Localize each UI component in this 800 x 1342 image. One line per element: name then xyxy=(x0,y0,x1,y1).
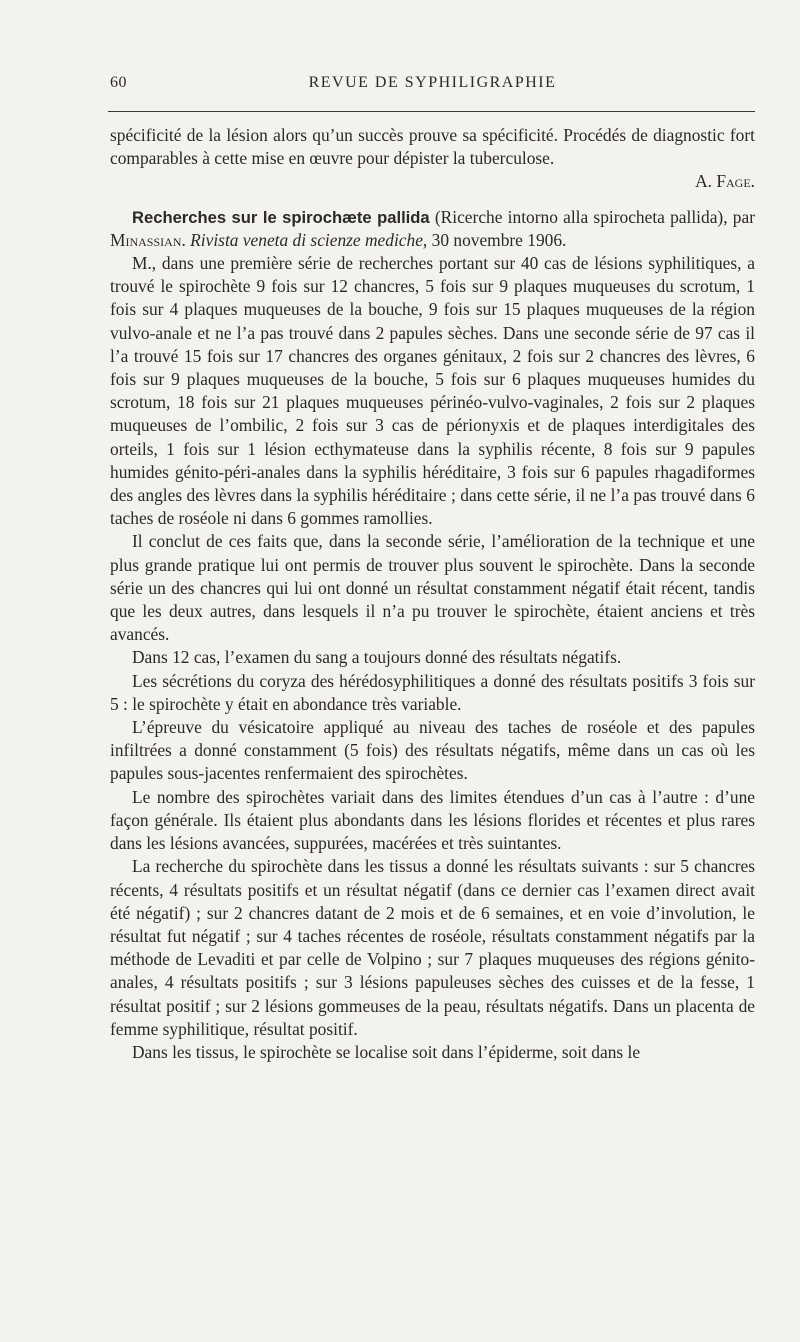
publication-date: 30 novembre 1906. xyxy=(427,229,567,250)
article-author: Minassian xyxy=(110,229,182,250)
paragraph: Il conclut de ces faits que, dans la seconde série, l’amélioration de la technique et une plus grande pratique lui ont permis de trouver plus souvent le spirochète. Dans la seconde série un des chancres qui lui ont donné un résultat constamment négatif était récent, tandis que les deux autres, dans lesquels il n’a pu trouver le spirochète, étaient anciens et très avancés. xyxy=(110,531,755,645)
paragraph: Dans 12 cas, l’examen du sang a toujours donné des résultats négatifs. xyxy=(132,647,622,668)
author-period: . xyxy=(181,229,191,250)
paragraph: La recherche du spirochète dans les tissus a donné les résultats suivants : sur 5 chancres récents, 4 résultats positifs et un résultat négatif (dans ce dernier cas l’examen direct avait été négatif) ; sur 2 chancres datant de 2 mois et de 6 semaines, et en voie d’involution, le résultat fut négatif ; sur 4 taches récentes de roséole, résultats constamment négatifs par la méthode de Levaditi et par celle de Volpino ; sur 7 plaques muqueuses des régions génito-anales, 4 résultats positifs ; sur 3 lésions papuleuses sèches des cuisses et de la fesse, 1 résultat positif ; sur 2 lésions gommeuses de la peau, résultats négatifs. Dans un placenta de femme syphilitique, résultat positif. xyxy=(110,856,755,1039)
article-heading xyxy=(110,206,755,252)
article-title: Recherches sur le spirochæte pallida xyxy=(132,207,430,227)
article-subtitle: (Ricerche intorno alla spirocheta pallida), par xyxy=(429,206,755,227)
paragraph: L’épreuve du vésicatoire appliqué au niveau des taches de roséole et des papules infiltrées a donné constamment (5 fois) des résultats négatifs, même dans un cas où les papules sous-jacentes renfermaient des spirochètes. xyxy=(110,717,755,784)
journal-name: Rivista veneta di scienze mediche, xyxy=(190,229,428,250)
page-number: 60 xyxy=(110,74,127,91)
signature: A. Fage. xyxy=(695,171,755,192)
previous-review-text: spécificité de la lésion alors qu’un succès prouve sa spécificité. Procédés de diagnostic fort comparables à cette mise en œuvre pour dépister la tuberculose. xyxy=(110,125,755,169)
previous-review-signature xyxy=(110,170,755,193)
paragraph: Les sécrétions du coryza des hérédosyphilitiques a donné des résultats positifs 3 fois sur 5 : le spirochète y était en abondance très variable. xyxy=(110,670,755,714)
body-text xyxy=(110,124,755,1064)
running-title: REVUE DE SYPHILIGRAPHIE xyxy=(308,74,557,91)
paragraph: Le nombre des spirochètes variait dans des limites étendues d’un cas à l’autre : d’une façon générale. Ils étaient plus abondants dans les lésions florides et récentes et plus rares dans les lésions avancées, suppurées, macérées et très suintantes. xyxy=(110,786,755,854)
paragraph: M., dans une première série de recherches portant sur 40 cas de lésions syphilitiques, a trouvé le spirochète 9 fois sur 12 chancres, 5 fois sur 9 plaques muqueuses du scrotum, 1 fois sur 4 plaques muqueuses de la bouche, 9 fois sur 15 plaques muqueuses de la région vulvo-anale et ne l’a pas trouvé dans 2 papules sèches. Dans une seconde série de 97 cas il l’a trouvé 15 fois sur 17 chancres des organes génitaux, 2 fois sur 2 chancres des lèvres, 6 fois sur 9 plaques muqueuses de la bouche, 5 fois sur 6 plaques muqueuses humides du scrotum, 18 fois sur 21 plaques muqueuses périnéo-vulvo-vaginales, 2 fois sur 2 plaques muqueuses de l’ombilic, 2 fois sur 3 cas de périonyxis et de plaques interdigitales des orteils, 1 fois sur 1 lésion ecthymateuse dans la syphilis récente, 8 fois sur 9 papules humides génito-péri-anales dans la syphilis héréditaire, 3 fois sur 6 papules rhagadiformes des angles des lèvres dans la syphilis héréditaire ; dans cette série, il ne l’a pas trouvé dans 6 taches de roséole ni dans 6 gommes ramollies. xyxy=(110,253,755,529)
paragraph: Dans les tissus, le spirochète se localise soit dans l’épiderme, soit dans le xyxy=(132,1041,641,1062)
header-rule xyxy=(108,111,755,112)
page-header xyxy=(110,74,755,98)
